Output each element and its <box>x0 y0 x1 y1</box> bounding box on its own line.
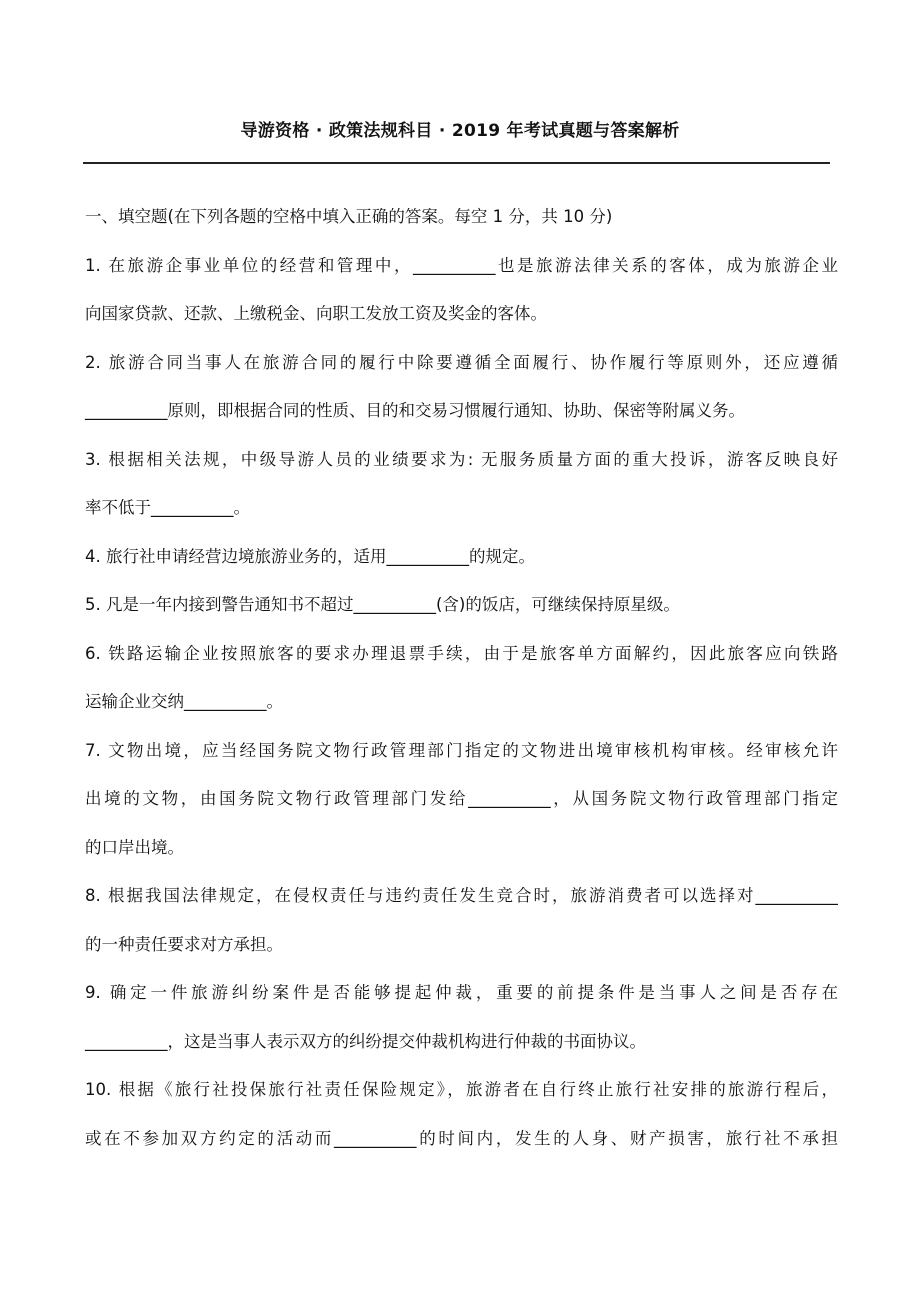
question-line: 4. 旅行社申请经营边境旅游业务的，适用__________的规定。 <box>85 546 535 566</box>
question-line: 出境的文物，由国务院文物行政管理部门发给__________，从国务院文物行政管理部门指定 <box>85 789 838 808</box>
document-title: 导游资格 · 政策法规科目 · 2019 年考试真题与答案解析 <box>240 121 680 141</box>
question-item <box>85 980 838 1077</box>
question-item <box>85 1077 838 1174</box>
question-line: 2. 旅游合同当事人在旅游合同的履行中除要遵循全面履行、协作履行等原则外，还应遵循 <box>85 352 838 372</box>
question-line: 运输企业交纳__________。 <box>85 692 283 711</box>
question-line: 7. 文物出境，应当经国务院文物行政管理部门指定的文物进出境审核机构审核。经审核允许 <box>85 740 838 760</box>
question-item <box>85 350 838 447</box>
question-item <box>85 447 838 544</box>
question-line: 6. 铁路运输企业按照旅客的要求办理退票手续，由于是旅客单方面解约，因此旅客应向铁路 <box>85 643 838 663</box>
question-line: 向国家贷款、还款、上缴税金、向职工发放工资及奖金的客体。 <box>85 304 547 323</box>
question-list <box>85 253 838 1175</box>
question-line: 1. 在旅游企事业单位的经营和管理中，__________也是旅游法律关系的客体，成为旅游企业 <box>85 255 838 275</box>
question-item <box>85 544 838 593</box>
question-item <box>85 592 838 641</box>
question-item <box>85 641 838 738</box>
question-line: 8. 根据我国法律规定，在侵权责任与违约责任发生竞合时，旅游消费者可以选择对__________ <box>85 886 838 905</box>
question-item <box>85 738 838 884</box>
question-line: __________原则，即根据合同的性质、目的和交易习惯履行通知、协助、保密等附属义务。 <box>85 401 745 420</box>
question-line: 率不低于__________。 <box>85 498 250 517</box>
title-divider <box>83 162 830 164</box>
question-line: 或在不参加双方约定的活动而__________的时间内，发生的人身、财产损害，旅行社不承担 <box>85 1128 838 1148</box>
question-line: 9. 确定一件旅游纠纷案件是否能够提起仲裁，重要的前提条件是当事人之间是否存在 <box>85 983 838 1002</box>
question-line: 的口岸出境。 <box>85 837 184 857</box>
section-heading: 一、填空题(在下列各题的空格中填入正确的答案。每空 1 分，共 10 分) <box>85 207 613 226</box>
question-item <box>85 253 838 350</box>
question-item <box>85 883 838 980</box>
question-line: __________，这是当事人表示双方的纠纷提交仲裁机构进行仲裁的书面协议。 <box>85 1031 646 1051</box>
question-line: 的一种责任要求对方承担。 <box>85 934 283 954</box>
document-body <box>85 204 838 1174</box>
question-line: 3. 根据相关法规，中级导游人员的业绩要求为: 无服务质量方面的重大投诉，游客反映良好 <box>85 449 838 469</box>
question-line: 5. 凡是一年内接到警告通知书不超过__________(含)的饭店，可继续保持原星级。 <box>85 595 680 614</box>
question-line: 10. 根据《旅行社投保旅行社责任保险规定》，旅游者在自行终止旅行社安排的旅游行程后， <box>85 1080 838 1099</box>
